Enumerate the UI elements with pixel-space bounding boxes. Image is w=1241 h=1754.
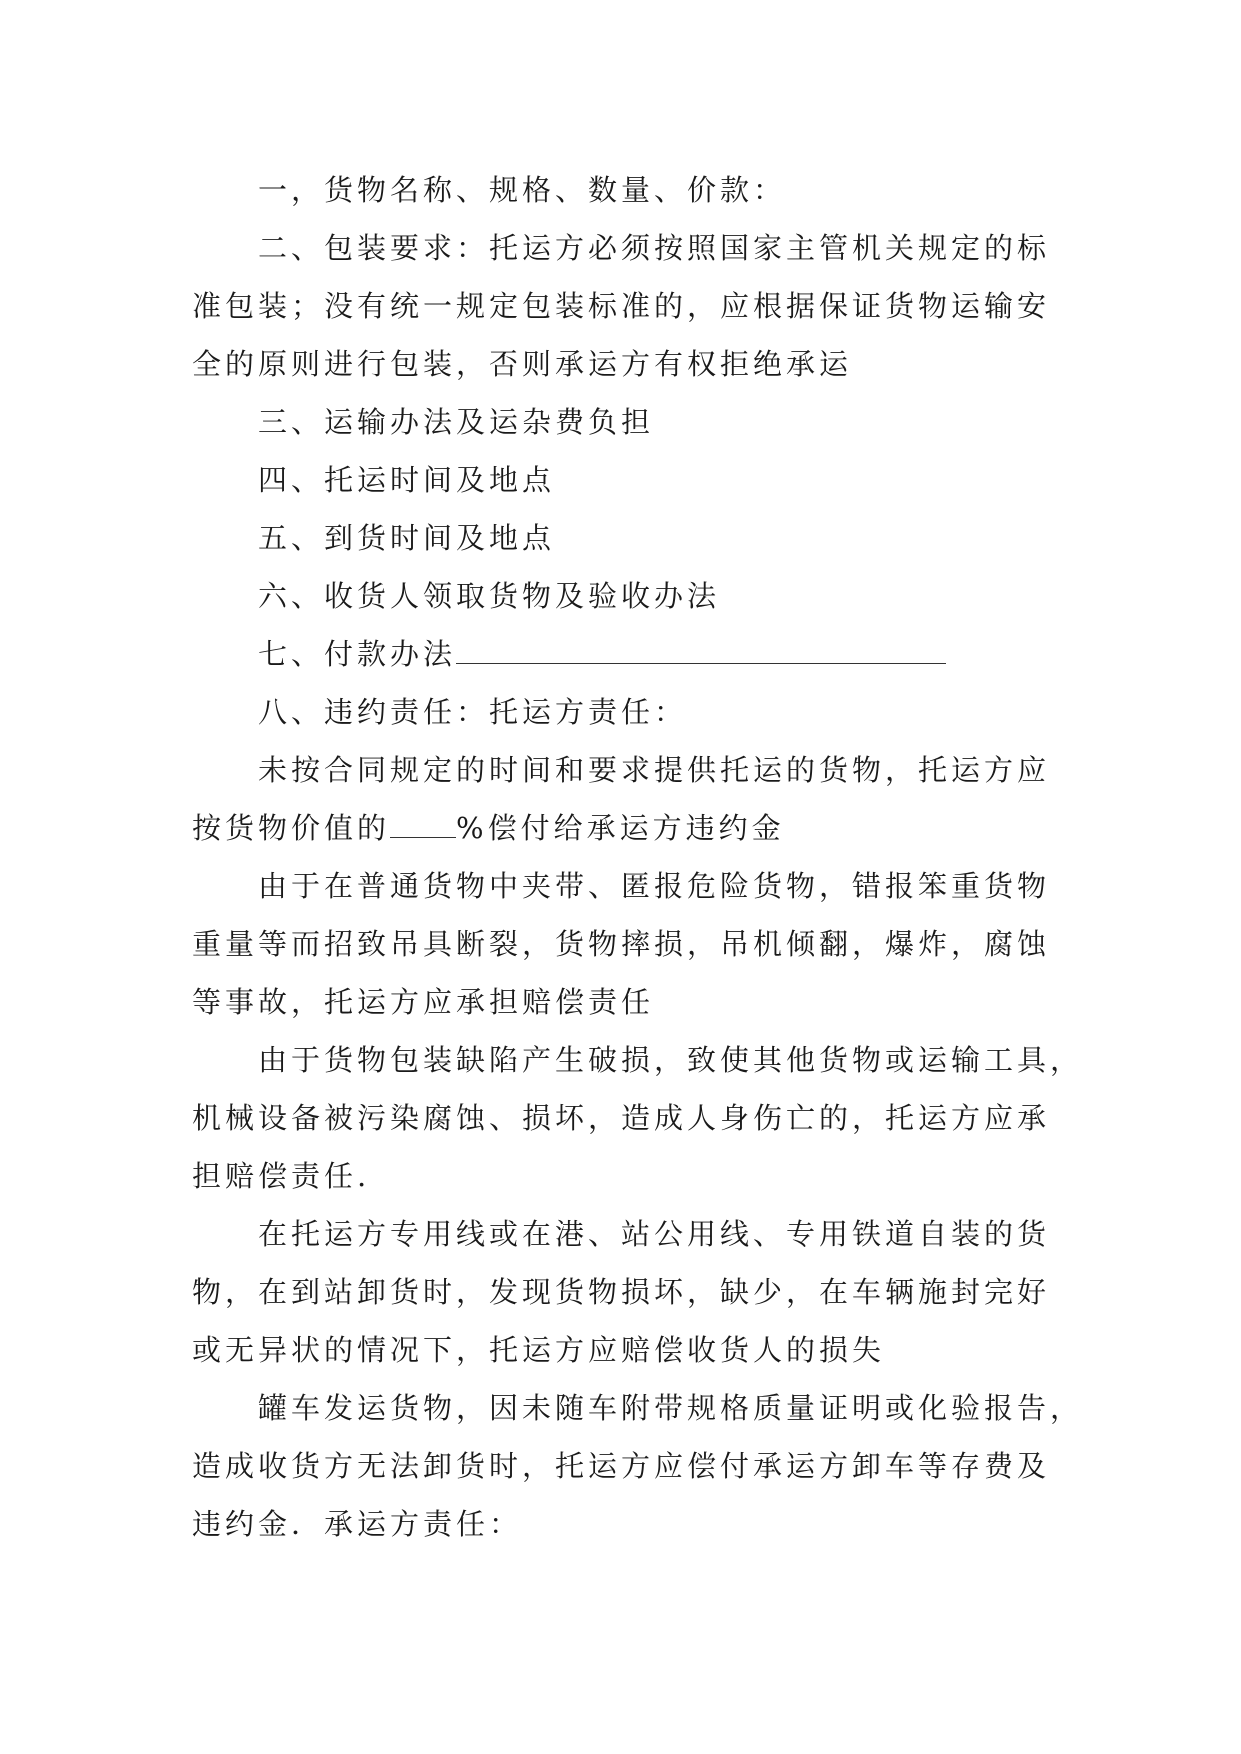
text-line: 准包装；没有统一规定包装标准的，应根据保证货物运输安 <box>192 289 1051 323</box>
text-line: 二、包装要求：托运方必须按照国家主管机关规定的标 <box>258 231 1051 265</box>
text-segment: %偿付给承运方违约金 <box>456 811 785 845</box>
text-line: 五、到货时间及地点 <box>258 521 556 555</box>
text-line: 物，在到站卸货时，发现货物损坏，缺少，在车辆施封完好 <box>192 1275 1051 1309</box>
clause-8-liability <box>192 683 1052 741</box>
clause-5-arrival-time <box>192 509 1052 567</box>
liability-item-2 <box>192 857 1052 1031</box>
text-line: 或无异状的情况下，托运方应赔偿收货人的损失 <box>192 1333 886 1367</box>
clause-1 <box>192 161 1052 219</box>
document-body <box>192 161 1084 1553</box>
liability-item-5 <box>192 1379 1084 1553</box>
text-line <box>192 799 1052 857</box>
text-line: 三、运输办法及运杂费负担 <box>258 405 655 439</box>
text-line: 在托运方专用线或在港、站公用线、专用铁道自装的货 <box>258 1217 1051 1251</box>
text-line: 八、违约责任：托运方责任： <box>258 695 688 729</box>
text-line: 造成收货方无法卸货时，托运方应偿付承运方卸车等存费及 <box>192 1449 1051 1483</box>
clause-3-transport <box>192 393 1052 451</box>
text-line: 未按合同规定的时间和要求提供托运的货物，托运方应 <box>258 753 1051 787</box>
text-line: 罐车发运货物，因未随车附带规格质量证明或化验报告， <box>258 1391 1084 1425</box>
text-line: 机械设备被污染腐蚀、损坏，造成人身伤亡的，托运方应承 <box>192 1101 1051 1135</box>
clause-7-payment <box>192 625 1052 683</box>
percent-blank-line[interactable] <box>390 803 456 838</box>
text-line: 重量等而招致吊具断裂，货物摔损，吊机倾翻，爆炸，腐蚀 <box>192 927 1051 961</box>
text-line: 等事故，托运方应承担赔偿责任 <box>192 985 655 1019</box>
liability-item-1 <box>192 741 1052 857</box>
payment-label: 七、付款办法 <box>258 637 457 671</box>
text-line: 违约金．承运方责任： <box>192 1507 523 1541</box>
text-line: 担赔偿责任. <box>192 1159 371 1193</box>
text-line: 四、托运时间及地点 <box>258 463 556 497</box>
clause-6-receiving <box>192 567 1052 625</box>
clause-4-shipping-time <box>192 451 1052 509</box>
text-segment: 按货物价值的 <box>192 811 391 845</box>
text-line: 一，货物名称、规格、数量、价款： <box>258 173 787 207</box>
text-line <box>192 625 1052 683</box>
text-line: 由于货物包装缺陷产生破损，致使其他货物或运输工具， <box>258 1043 1084 1077</box>
liability-item-3 <box>192 1031 1084 1205</box>
clause-2-packaging <box>192 219 1052 393</box>
text-line: 全的原则进行包装，否则承运方有权拒绝承运 <box>192 347 853 381</box>
liability-item-4 <box>192 1205 1052 1379</box>
text-line: 六、收货人领取货物及验收办法 <box>258 579 721 613</box>
payment-blank-line[interactable] <box>456 629 946 664</box>
text-line: 由于在普通货物中夹带、匿报危险货物，错报笨重货物 <box>258 869 1051 903</box>
